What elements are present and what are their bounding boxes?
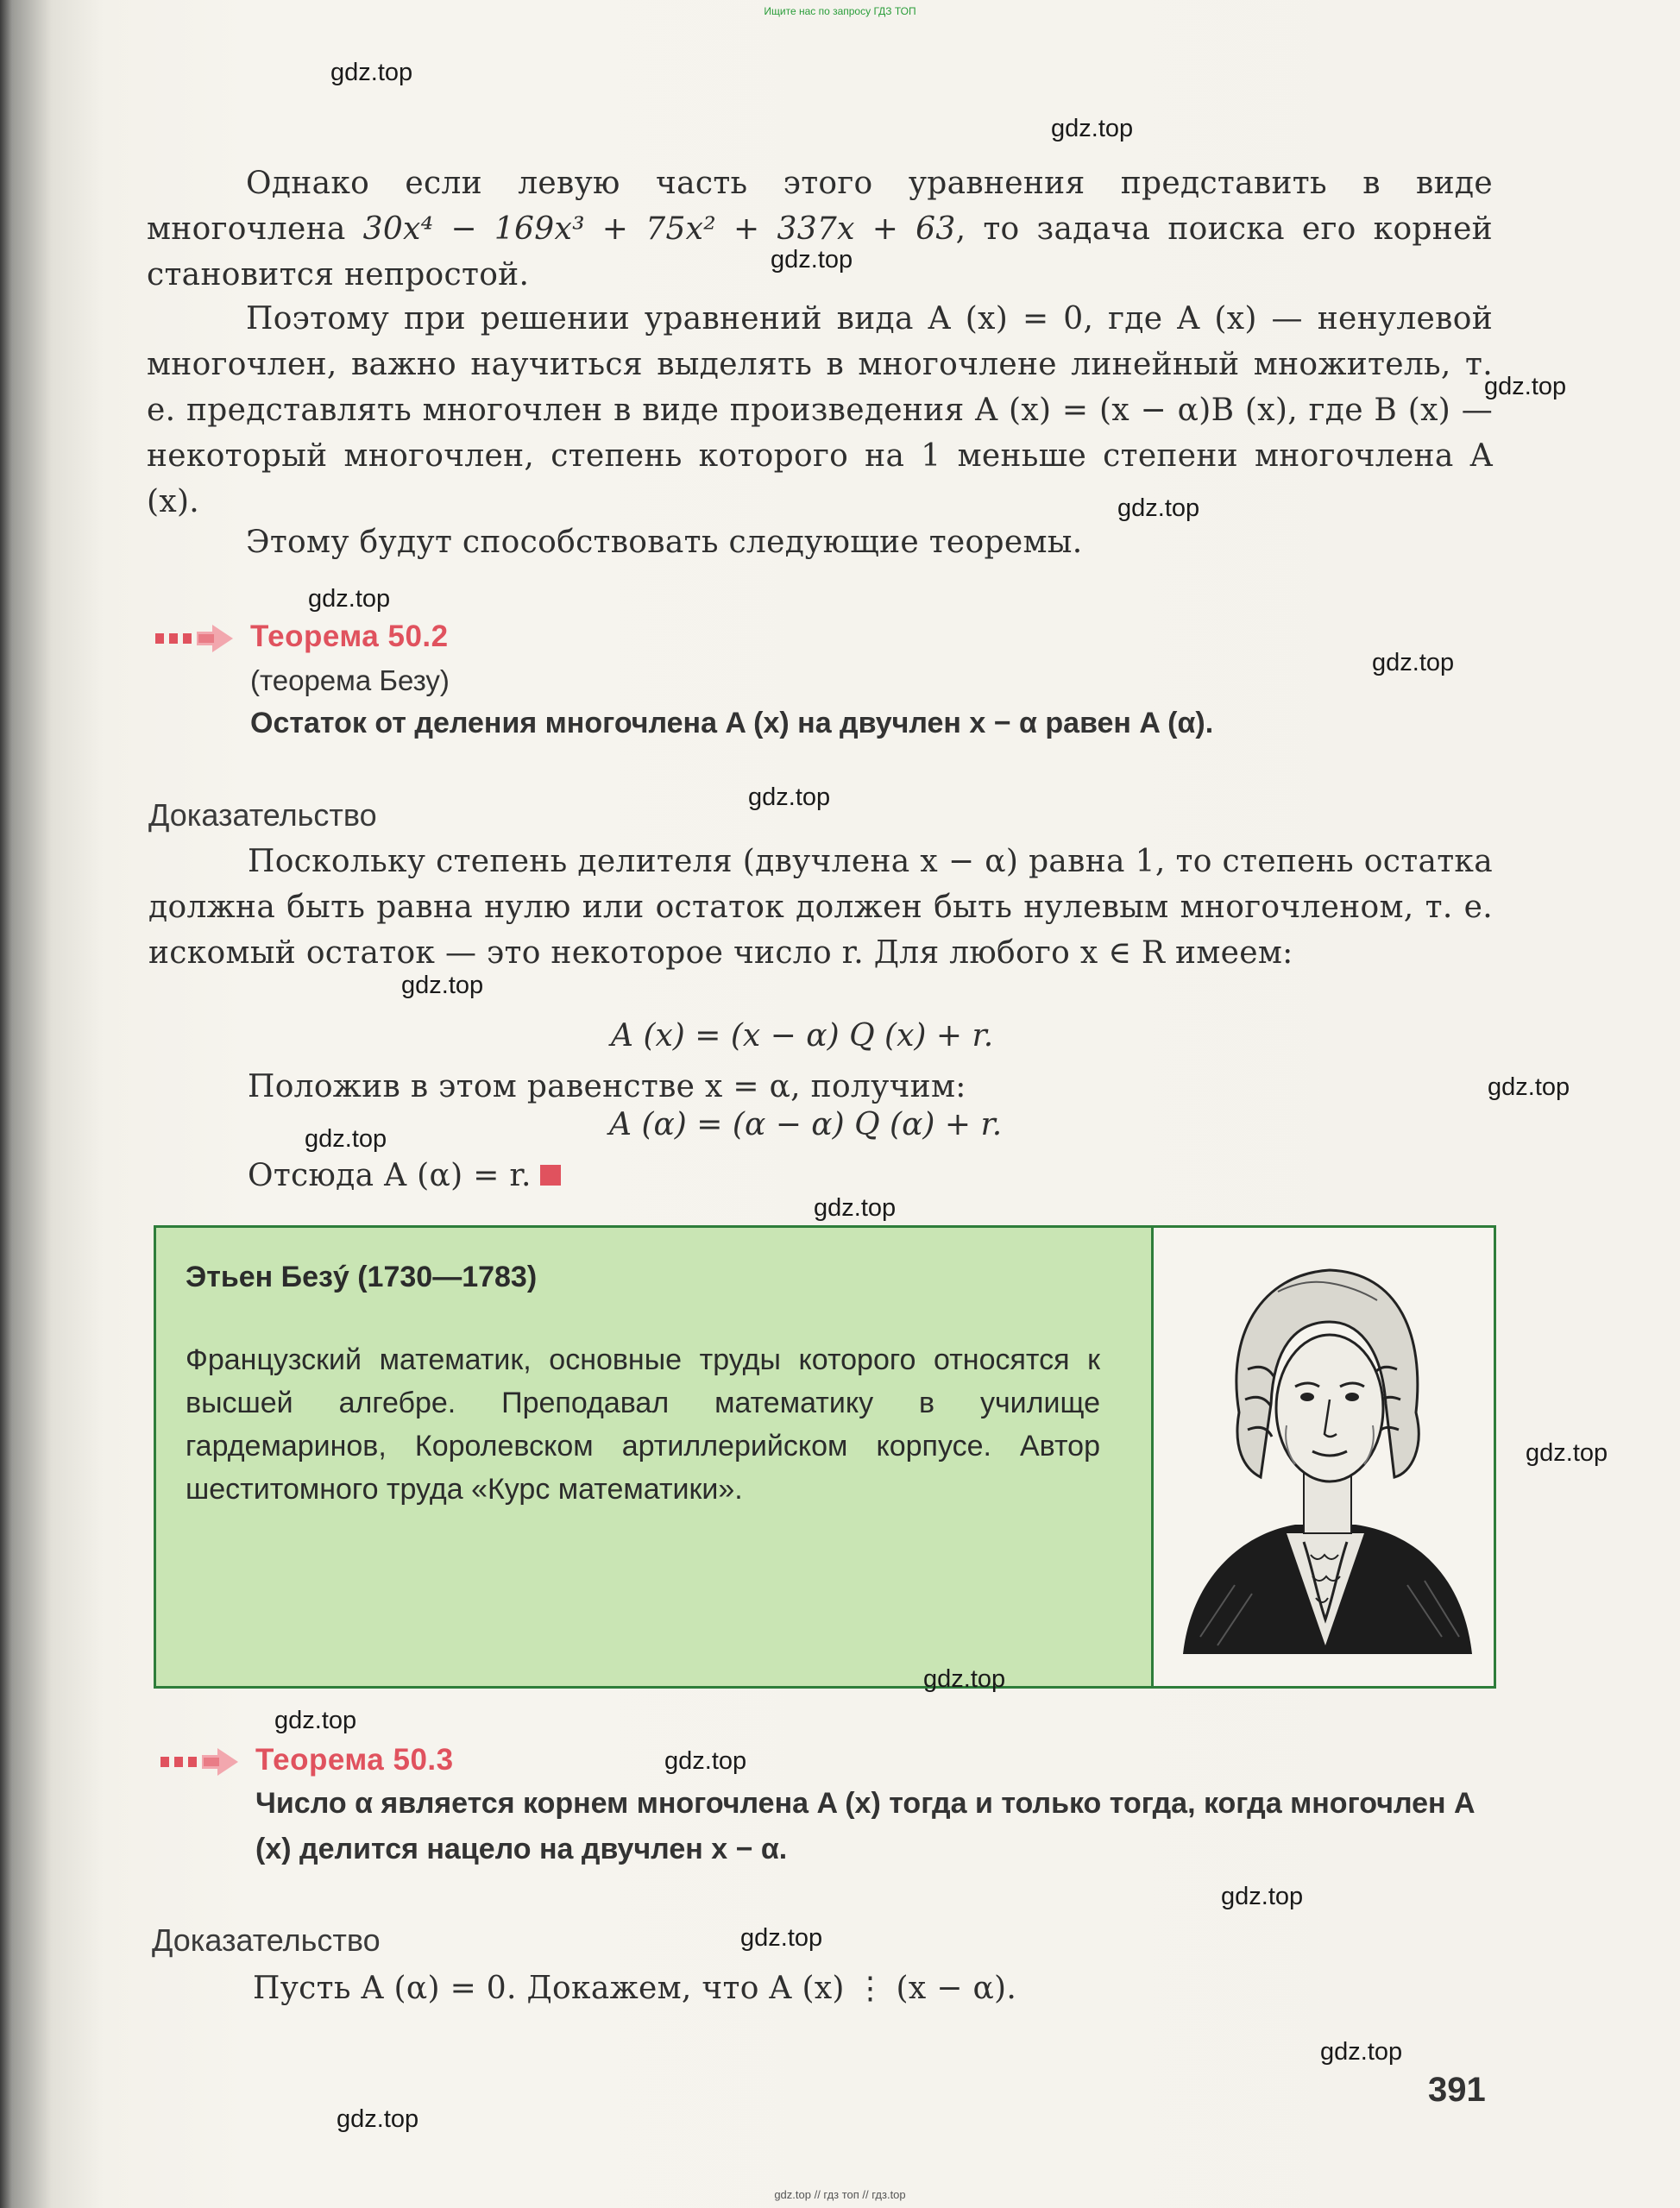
proof-1-conclusion [148, 1153, 1184, 1198]
watermark: gdz.top [274, 1707, 357, 1734]
watermark: gdz.top [308, 585, 391, 613]
intro-paragraph-3 [147, 519, 1493, 565]
watermark: gdz.top [1221, 1883, 1304, 1910]
biography-box [154, 1225, 1496, 1689]
watermark: gdz.top [814, 1194, 897, 1222]
theorem-50-2-title: Теорема 50.2 [250, 620, 449, 653]
watermark: gdz.top [740, 1924, 823, 1952]
proof-1-paragraph-2 [148, 1064, 1493, 1110]
bezout-portrait-image [1166, 1240, 1485, 1676]
intro-paragraph-1 [147, 160, 1493, 298]
watermark: gdz.top [1320, 2038, 1403, 2066]
biography-text: Французский математик, основные труды которого относятся к высшей алгебре. Преподавал математику в училище гардемаринов, Королевском артиллерийском корпусе. Автор шеститомного труда «Курс математики». [186, 1343, 1100, 1506]
bottom-links[interactable]: gdz.top // гдз топ // гдз.top [774, 2188, 906, 2201]
qed-square-icon [540, 1165, 561, 1186]
polynomial-expression: 30x⁴ − 169x³ + 75x² + 337x + 63 [362, 211, 956, 247]
watermark: gdz.top [401, 972, 484, 999]
intro-p3-text: Этому будут способствовать следующие теоремы. [246, 525, 1083, 560]
intro-p1-pre: Однако если левую часть этого уравнения представить в виде многочлена [147, 166, 1493, 247]
watermark: gdz.top [330, 59, 413, 86]
proof-1-formula-2: A (α) = (α − α) Q (α) + r. [609, 1107, 1003, 1142]
intro-p1-post: , то задача поиска его корней становится непростой. [147, 211, 1493, 293]
theorem-50-3-title: Теорема 50.3 [255, 1743, 454, 1777]
proof-1-text: Поскольку степень делителя (двучлена x − α) равна 1, то степень остатка должна быть равна нулю или остаток должен быть нулевым многочленом, т. е. искомый остаток — это некоторое число r. Для любого x ∈ R имеем: [148, 844, 1493, 971]
proof-1-conclusion-text: Отсюда A (α) = r. [248, 1158, 532, 1193]
proof-2-paragraph [154, 1966, 1482, 2011]
theorem-arrow-icon [155, 623, 235, 654]
theorem-50-3-statement: Число α является корнем многочлена A (x) тогда и только тогда, когда многочлен A (x) делится нацело на двучлен x − α. [255, 1787, 1475, 1865]
watermark: gdz.top [305, 1125, 387, 1153]
watermark: gdz.top [337, 2105, 419, 2133]
watermark: gdz.top [1117, 494, 1200, 522]
proof-1-formula-1: A (x) = (x − α) Q (x) + r. [611, 1018, 994, 1054]
top-search-banner: Ищите нас по запросу ГДЗ ТОП [764, 5, 916, 17]
watermark: gdz.top [923, 1665, 1006, 1693]
proof-1-label: Доказательство [148, 797, 377, 833]
watermark: gdz.top [1484, 373, 1567, 400]
proof-2-text: Пусть A (α) = 0. Докажем, что A (x) ⋮ (x − α). [253, 1971, 1017, 2006]
intro-p2-text: Поэтому при решении уравнений вида A (x) = 0, где A (x) — ненулевой многочлен, важно научиться выделять в многочлене линейный множитель, т. е. представлять многочлен в виде произведения A (x) = (x − α)B (x), где B (x) — некоторый многочлен, степень которого на 1 меньше степени многочлена A (x). [147, 301, 1493, 519]
box-divider [1151, 1228, 1154, 1686]
theorem-50-2-subtitle: (теорема Безу) [250, 664, 450, 696]
proof-2-label: Доказательство [152, 1922, 381, 1958]
page-number: 391 [1428, 2071, 1486, 2109]
watermark: gdz.top [664, 1747, 747, 1775]
theorem-arrow-icon-2 [160, 1746, 240, 1777]
watermark: gdz.top [1526, 1439, 1608, 1467]
watermark: gdz.top [1372, 649, 1455, 676]
watermark: gdz.top [748, 783, 831, 811]
watermark: gdz.top [771, 246, 853, 274]
watermark: gdz.top [1051, 115, 1134, 142]
biography-title: Этьен Безý (1730—1783) [186, 1261, 538, 1293]
watermark: gdz.top [1488, 1073, 1570, 1101]
proof-1-text-2: Положив в этом равенстве x = α, получим: [248, 1069, 966, 1104]
intro-paragraph-2 [147, 296, 1493, 525]
theorem-50-2-statement: Остаток от деления многочлена A (x) на двучлен x − α равен A (α). [250, 707, 1214, 739]
proof-1-paragraph [148, 839, 1493, 976]
